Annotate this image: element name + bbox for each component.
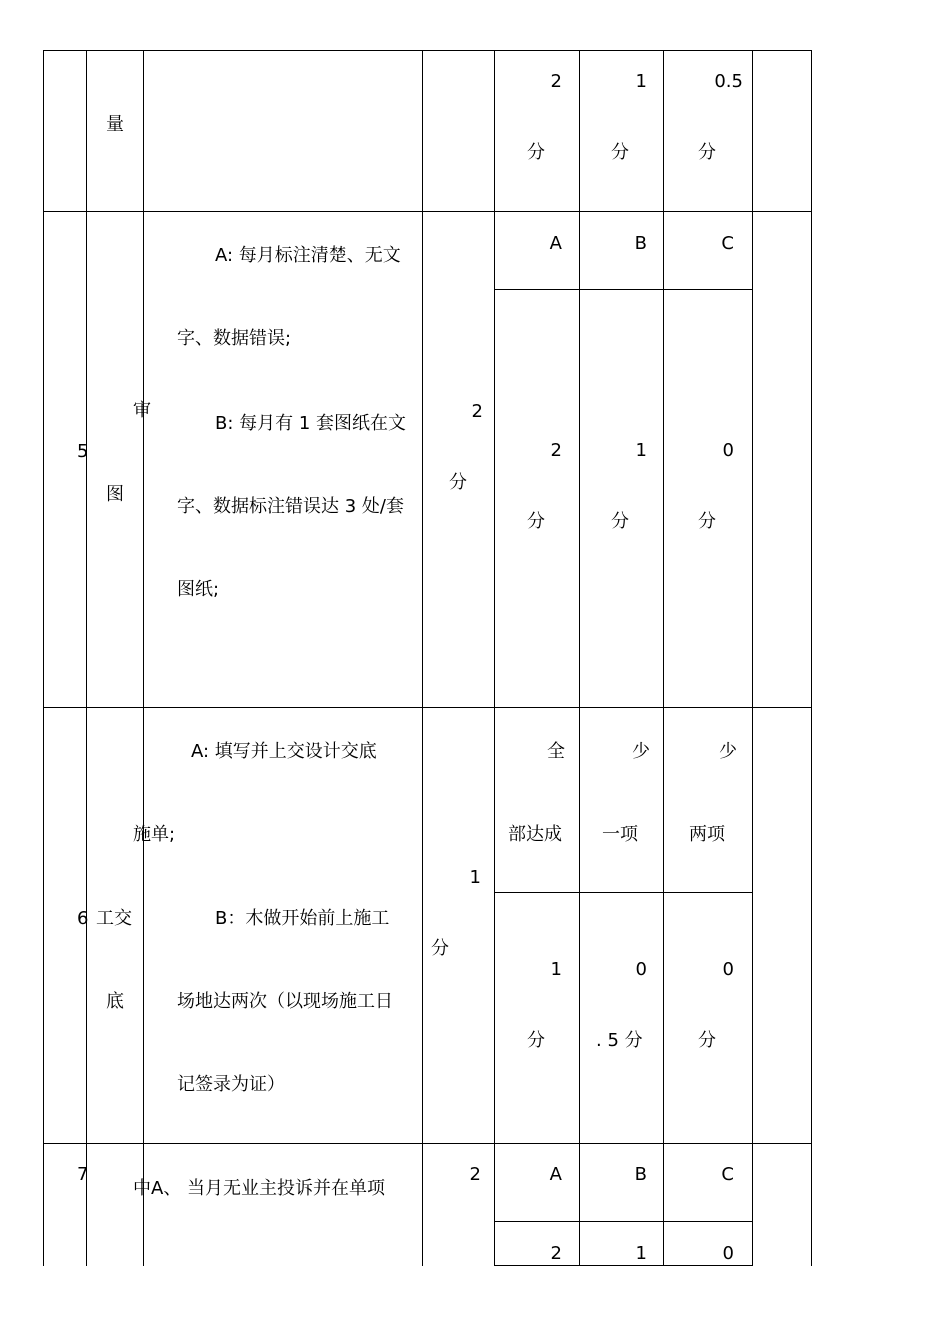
criteria-line: 中A、 当月无业主投诉并在单项 [133, 1178, 386, 1199]
item-name: 工交 [96, 908, 132, 929]
score-value: 2 [550, 440, 562, 461]
score-value: 2 [550, 71, 562, 92]
points-unit: 分 [449, 472, 467, 493]
criteria-line: B：木做开始前上施工 [215, 908, 390, 929]
score-value: 1 [550, 959, 562, 980]
grade-label: 一项 [602, 824, 638, 845]
table-top-border [43, 50, 812, 51]
grade-divider [494, 892, 753, 893]
score-value: 0 [722, 440, 734, 461]
row-number: 7 [77, 1164, 89, 1185]
grade-label: 少 [632, 741, 650, 762]
points-value: 1 [469, 867, 481, 888]
score-unit: 分 [527, 1030, 545, 1051]
score-value: 2 [550, 1243, 562, 1264]
row-number: 5 [77, 441, 89, 462]
item-name: 底 [106, 991, 124, 1012]
criteria-line: 图纸; [177, 579, 220, 600]
points-unit: 分 [431, 938, 449, 959]
points-value: 2 [471, 401, 483, 422]
score-value: 0 [635, 959, 647, 980]
criteria-line: 字、数据标注错误达 3 处/套 [177, 496, 404, 517]
score-value: 0 [722, 959, 734, 980]
col-border [752, 50, 753, 1266]
grade-label: B [634, 233, 647, 254]
grade-label: 两项 [689, 824, 725, 845]
criteria-line: A: 每月标注清楚、无文 [215, 245, 401, 266]
col-border [86, 50, 87, 1266]
col-border [663, 50, 664, 1266]
score-unit: 分 [698, 511, 716, 532]
grade-label: 全 [547, 741, 565, 762]
score-unit: 分 [698, 1030, 716, 1051]
col-border [143, 50, 144, 1266]
score-value: 0.5 [714, 71, 743, 92]
points-value: 2 [469, 1164, 481, 1185]
score-unit: 分 [611, 511, 629, 532]
score-unit: 分 [527, 511, 545, 532]
grade-label: B [634, 1164, 647, 1185]
item-name: 图 [106, 484, 124, 505]
score-value: 0 [722, 1243, 734, 1264]
grade-label: 少 [719, 741, 737, 762]
col-border [811, 50, 812, 1266]
score-unit: 分 [527, 142, 545, 163]
grade-label: C [721, 233, 734, 254]
score-value: 1 [635, 440, 647, 461]
criteria-line: B: 每月有 1 套图纸在文 [215, 413, 407, 434]
item-name: 审 [133, 400, 151, 421]
col-border [43, 50, 44, 1266]
criteria-line: A: 填写并上交设计交底 [191, 741, 377, 762]
score-unit: 分 [698, 142, 716, 163]
row-divider [43, 211, 812, 212]
item-name: 施单; [133, 824, 176, 845]
row-divider [43, 1143, 812, 1144]
score-unit: . 5 分 [596, 1030, 643, 1051]
grade-divider [494, 1221, 753, 1222]
col-border [579, 50, 580, 1266]
score-value: 1 [635, 1243, 647, 1264]
grade-bottom-border [494, 1265, 753, 1266]
criteria-line: 字、数据错误; [177, 328, 292, 349]
criteria-line: 场地达两次（以现场施工日 [177, 991, 393, 1012]
col-border [494, 50, 495, 1266]
score-value: 1 [635, 71, 647, 92]
grade-label: 部达成 [508, 824, 562, 845]
row-divider [43, 707, 812, 708]
grade-label: C [721, 1164, 734, 1185]
criteria-line: 记签录为证） [177, 1074, 285, 1095]
col-border [422, 50, 423, 1266]
grade-label: A [549, 233, 562, 254]
item-name: 量 [106, 114, 124, 135]
grade-divider [494, 289, 753, 290]
score-unit: 分 [611, 142, 629, 163]
grade-label: A [549, 1164, 562, 1185]
row-number: 6 [77, 908, 89, 929]
